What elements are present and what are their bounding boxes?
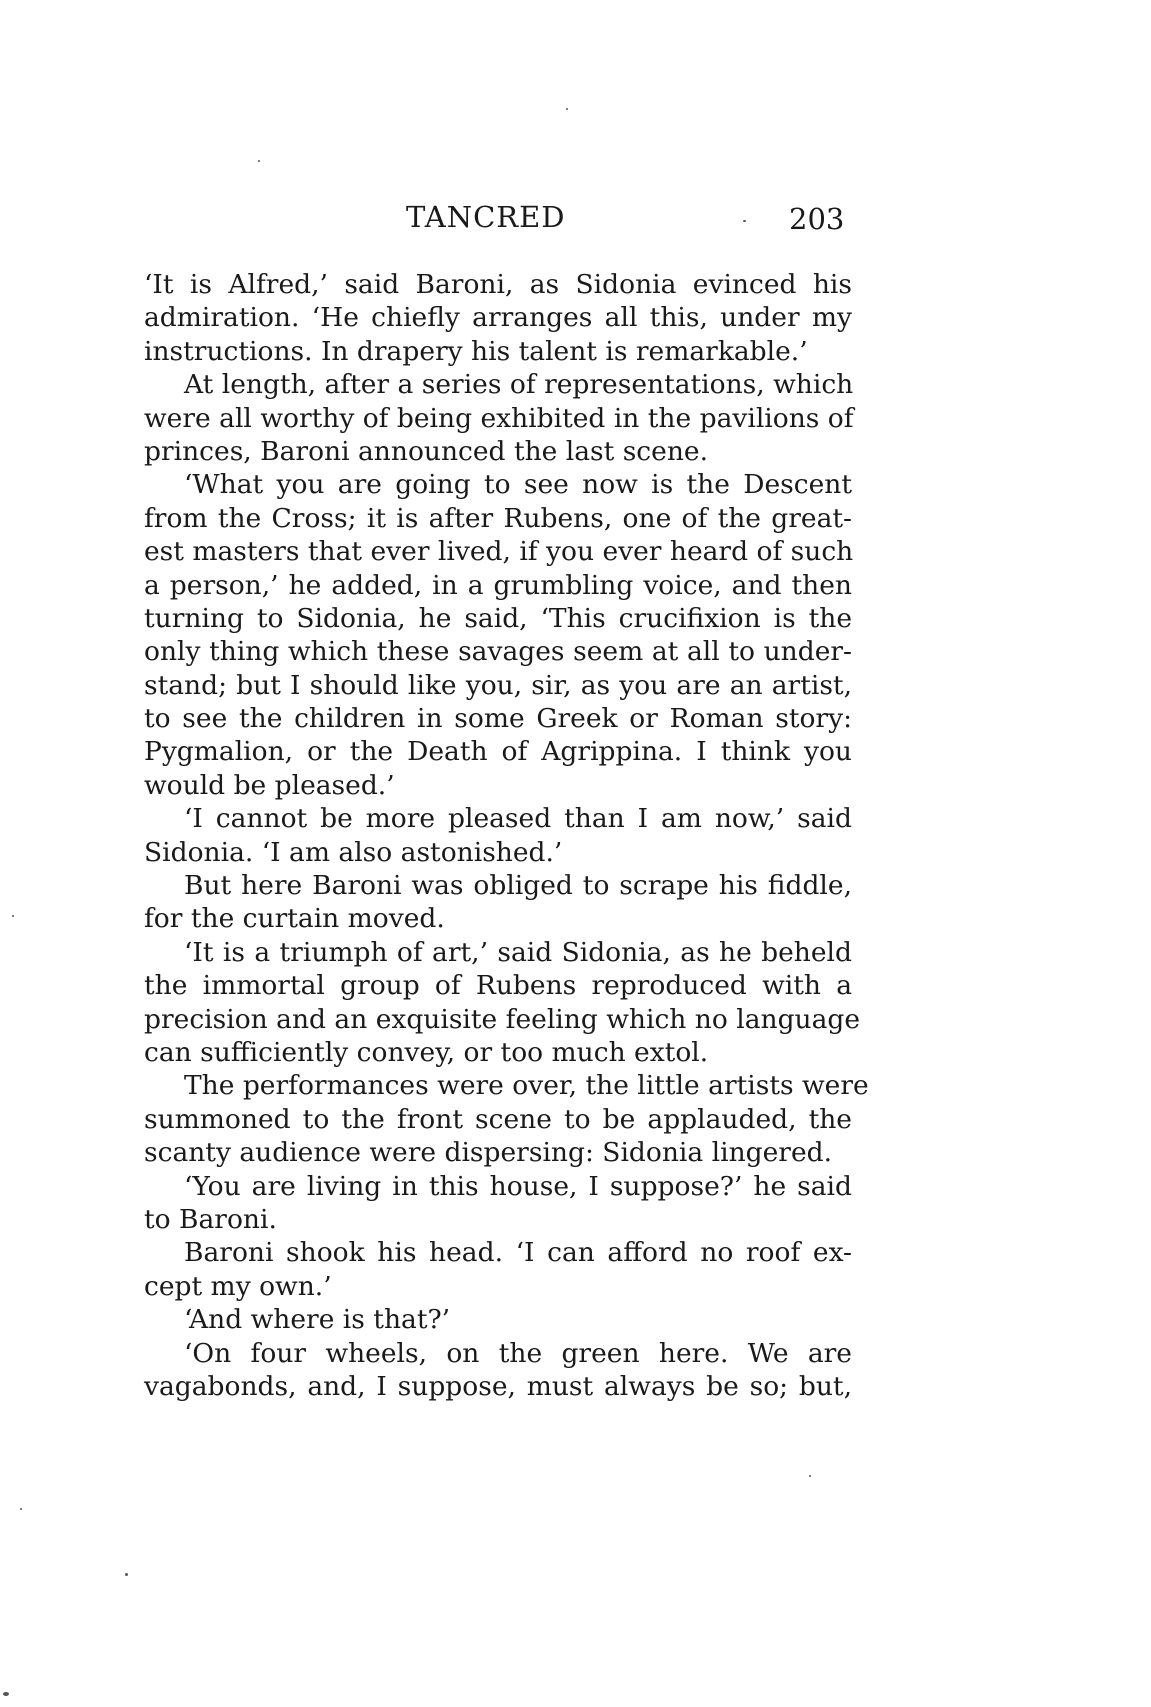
text-line: were all worthy of being exhibited in the pavilions of — [144, 402, 854, 434]
scan-speck — [20, 1508, 22, 1510]
text-line: turning to Sidonia, he said, ‘This crucifixion is the — [144, 602, 852, 634]
text-line: cept my own.’ — [144, 1270, 332, 1302]
text-line: from the Cross; it is after Rubens, one of the great- — [144, 502, 852, 534]
scan-speck — [809, 1475, 811, 1477]
running-header — [0, 200, 1151, 240]
text-line: to Baroni. — [144, 1203, 277, 1235]
text-line: stand; but I should like you, sir, as you are an artist, — [144, 669, 852, 701]
scan-speck — [3, 1692, 9, 1696]
text-line: ‘On four wheels, on the green here. We are — [184, 1337, 852, 1369]
text-line: ‘It is a triumph of art,’ said Sidonia, as he beheld — [184, 936, 852, 968]
text-line: At length, after a series of representations, which — [184, 369, 854, 401]
text-line: The performances were over, the little artists were — [184, 1070, 869, 1102]
text-line: the immortal group of Rubens reproduced with a — [144, 970, 852, 1002]
scan-speck — [743, 220, 746, 222]
text-line: can sufficiently convey, or too much extol. — [144, 1036, 709, 1068]
text-line: princes, Baroni announced the last scene. — [144, 435, 709, 467]
text-line: admiration. ‘He chiefly arranges all this, under my — [144, 302, 852, 334]
text-line: ‘What you are going to see now is the Descent — [184, 469, 852, 501]
text-line: Baroni shook his head. ‘I can afford no roof ex- — [184, 1237, 852, 1269]
text-line: only thing which these savages seem at all to under- — [144, 636, 852, 668]
text-line: ‘You are living in this house, I suppose?’ he said — [184, 1170, 852, 1202]
text-line: But here Baroni was obliged to scrape his fiddle, — [184, 870, 852, 902]
text-line: precision and an exquisite feeling which no language — [144, 1003, 861, 1035]
text-line: Pygmalion, or the Death of Agrippina. I think you — [144, 736, 852, 768]
text-line: Sidonia. ‘I am also astonished.’ — [144, 836, 563, 868]
text-line: would be pleased.’ — [144, 769, 395, 801]
scan-speck — [566, 108, 568, 110]
text-line: vagabonds, and, I suppose, must always be so; but, — [144, 1370, 852, 1402]
scan-speck — [12, 915, 14, 917]
body-text — [144, 268, 869, 1403]
scan-speck — [258, 160, 260, 162]
text-line: ‘And where is that?’ — [184, 1304, 451, 1336]
text-line: ‘It is Alfred,’ said Baroni, as Sidonia evinced his — [144, 269, 852, 300]
page-number: 203 — [789, 202, 845, 236]
text-line: a person,’ he added, in a grumbling voice, and then — [144, 569, 852, 601]
text-line: for the curtain moved. — [144, 903, 445, 935]
text-line: est masters that ever lived, if you ever heard of such — [144, 536, 854, 568]
text-line: scanty audience were dispersing: Sidonia lingered. — [144, 1137, 833, 1169]
text-line: to see the children in some Greek or Roman story: — [144, 703, 852, 735]
scan-speck — [125, 1573, 128, 1576]
text-line: instructions. In drapery his talent is remarkable.’ — [144, 335, 808, 367]
text-line: ‘I cannot be more pleased than I am now,’ said — [184, 803, 852, 835]
text-line: summoned to the front scene to be applauded, the — [144, 1103, 852, 1135]
running-title: TANCRED — [406, 200, 566, 234]
